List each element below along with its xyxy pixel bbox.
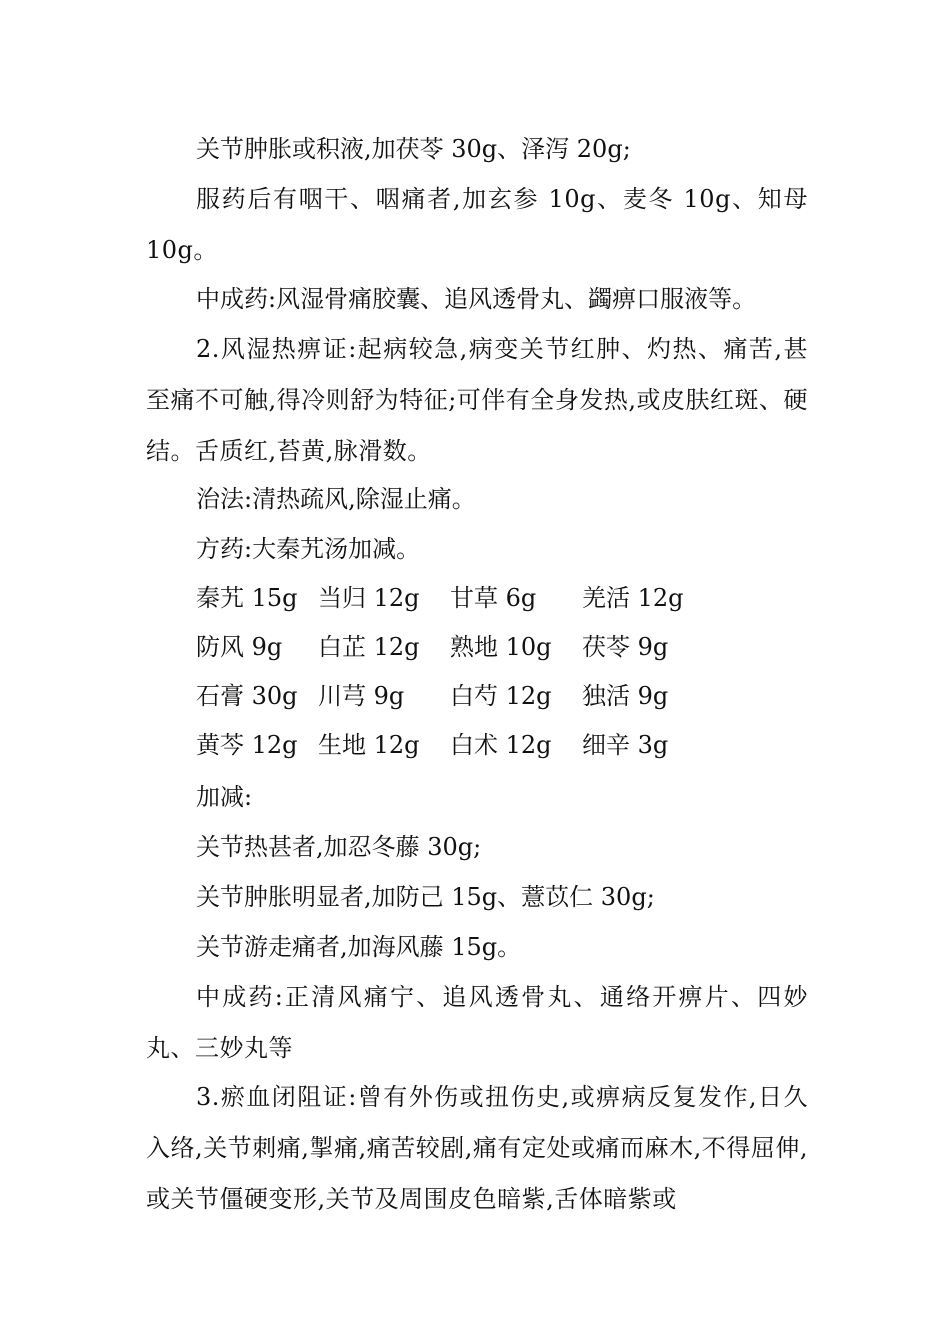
herb-item: 细辛 3g <box>582 731 669 759</box>
paragraph-patent-medicine-1: 中成药:风湿骨痛胶囊、追风透骨丸、蠲痹口服液等。 <box>196 285 757 313</box>
paragraph-swelling-obvious-addition: 关节肿胀明显者,加防己 15g、薏苡仁 30g; <box>196 883 655 911</box>
paragraph-swelling-addition: 关节肿胀或积液,加茯苓 30g、泽泻 20g; <box>196 135 631 163</box>
herb-item: 独活 9g <box>582 682 669 710</box>
herb-item: 黄芩 12g <box>196 731 298 759</box>
paragraph-wandering-pain-addition: 关节游走痛者,加海风藤 15g。 <box>196 933 522 961</box>
paragraph-patent-medicine-2: 中成药:正清风痛宁、追风透骨丸、通络开痹片、四妙丸、三妙丸等 <box>146 983 808 1062</box>
herb-item: 生地 12g <box>318 731 420 759</box>
paragraph-heat-addition: 关节热甚者,加忍冬藤 30g; <box>196 833 482 861</box>
herb-row <box>196 676 756 716</box>
herb-item: 秦艽 15g <box>196 584 298 612</box>
paragraph-blood-stasis-syndrome: 3.瘀血闭阻证:曾有外伤或扭伤史,或痹病反复发作,日久入络,关节刺痛,掣痛,痛苦较剧,痛有定处或痛而麻木,不得屈伸,或关节僵硬变形,关节及周围皮色暗紫,舌体暗紫或 <box>146 1083 808 1213</box>
paragraph-throat-addition: 服药后有咽干、咽痛者,加玄参 10g、麦冬 10g、知母 10g。 <box>146 185 808 264</box>
herb-item: 川芎 9g <box>318 682 405 710</box>
herb-item: 熟地 10g <box>450 633 552 661</box>
paragraph-prescription: 方药:大秦艽汤加减。 <box>196 535 421 563</box>
herb-item: 当归 12g <box>318 584 420 612</box>
herb-item: 防风 9g <box>196 633 283 661</box>
herb-row <box>196 627 756 667</box>
herb-item: 白芷 12g <box>318 633 420 661</box>
herb-item: 白术 12g <box>450 731 552 759</box>
herb-item: 甘草 6g <box>450 584 537 612</box>
paragraph-damp-heat-syndrome: 2.风湿热痹证:起病较急,病变关节红肿、灼热、痛苦,甚至痛不可触,得冷则舒为特征;可伴有全身发热,或皮肤红斑、硬结。舌质红,苔黄,脉滑数。 <box>146 335 808 465</box>
herb-item: 茯苓 9g <box>582 633 669 661</box>
paragraph-modification-heading: 加减: <box>196 783 253 811</box>
herb-item: 白芍 12g <box>450 682 552 710</box>
herb-item: 羌活 12g <box>582 584 684 612</box>
paragraph-treatment-method: 治法:清热疏风,除湿止痛。 <box>196 485 476 513</box>
herb-row <box>196 725 756 765</box>
herb-row <box>196 578 756 618</box>
herb-item: 石膏 30g <box>196 682 298 710</box>
